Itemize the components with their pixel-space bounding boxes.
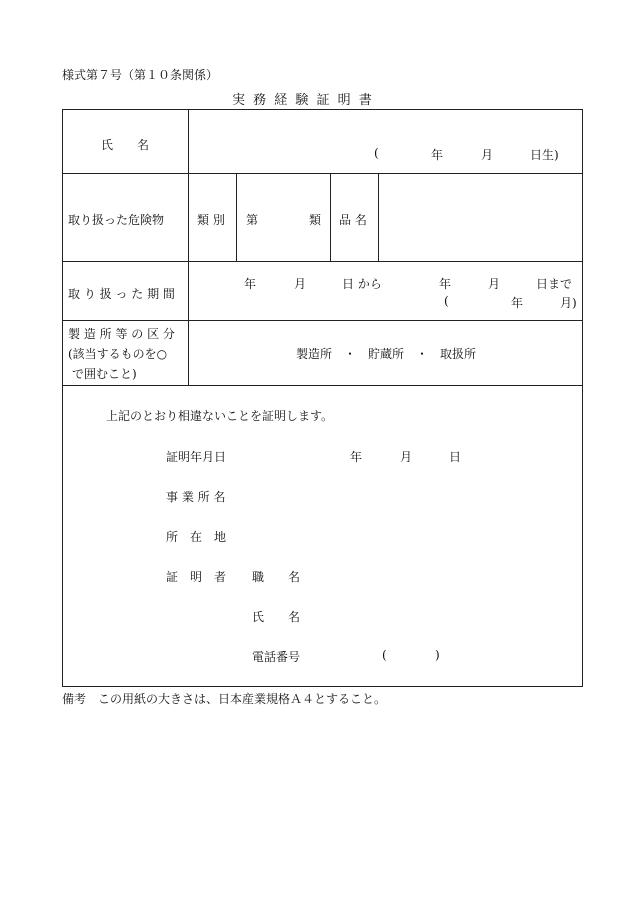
period-from-day: 日 から	[342, 277, 382, 291]
table-border-top	[62, 109, 583, 110]
birth-month-label: 月	[481, 148, 494, 162]
hazmat-label: 取り扱った危険物	[68, 213, 165, 227]
period-from-year: 年	[244, 277, 257, 291]
footer-note: 備考 この用紙の大きさは、日本産業規格Ａ４とすること。	[62, 692, 387, 706]
hazmat-divider-2	[330, 173, 331, 261]
row-divider-4	[62, 385, 583, 386]
duration-month: 月)	[560, 296, 577, 310]
document-title: 実 務 経 験 証 明 書	[232, 93, 374, 108]
name-label: 氏 名	[100, 138, 149, 152]
hazmat-class-suffix: 類	[309, 213, 322, 227]
birth-paren-open: (	[374, 146, 379, 160]
phone-paren-close: )	[435, 648, 440, 662]
facility-options: 製造所 ・ 貯蔵所 ・ 取扱所	[296, 347, 477, 361]
cert-date-year: 年	[350, 450, 363, 464]
hazmat-class-prefix: 第	[246, 213, 259, 227]
hazmat-class-label: 類 別	[197, 213, 225, 227]
hazmat-divider-1	[236, 173, 237, 261]
row-divider-2	[62, 261, 583, 262]
cert-date-month: 月	[400, 450, 413, 464]
period-to-year: 年	[439, 277, 452, 291]
phone-paren-open: (	[382, 648, 387, 662]
hazmat-item-label: 品 名	[339, 213, 367, 227]
period-from-month: 月	[294, 277, 307, 291]
certifier-name-label: 氏 名	[252, 610, 301, 624]
facility-label-line1: 製 造 所 等 の 区 分	[68, 327, 175, 341]
form-number: 様式第７号（第１０条関係）	[62, 68, 219, 82]
duration-year: 年	[511, 296, 524, 310]
phone-label: 電話番号	[252, 650, 301, 664]
certification-statement: 上記のとおり相違ないことを証明します。	[106, 409, 334, 423]
facility-label-line3: で囲むこと)	[72, 367, 137, 381]
facility-label-line2: (該当するものを○	[68, 347, 168, 361]
row-divider-3	[62, 320, 583, 321]
period-label: 取 り 扱 っ た 期 間	[68, 287, 175, 301]
cert-date-label: 証明年月日	[166, 450, 227, 464]
label-column-divider	[188, 109, 189, 386]
address-label: 所 在 地	[166, 530, 227, 544]
row-divider-1	[62, 173, 583, 174]
table-border-bottom	[62, 686, 583, 687]
duration-paren-open: (	[444, 294, 449, 308]
period-to-month: 月	[488, 277, 501, 291]
cert-date-day: 日	[449, 450, 462, 464]
birth-year-label: 年	[431, 148, 444, 162]
period-to-day: 日まで	[536, 277, 573, 291]
table-border-left	[62, 109, 63, 687]
certifier-label: 証 明 者	[166, 570, 227, 584]
position-label: 職 名	[252, 570, 301, 584]
birth-day-label: 日生)	[530, 148, 559, 162]
hazmat-divider-3	[378, 173, 379, 261]
table-border-right	[582, 109, 583, 687]
office-name-label: 事 業 所 名	[166, 490, 226, 504]
